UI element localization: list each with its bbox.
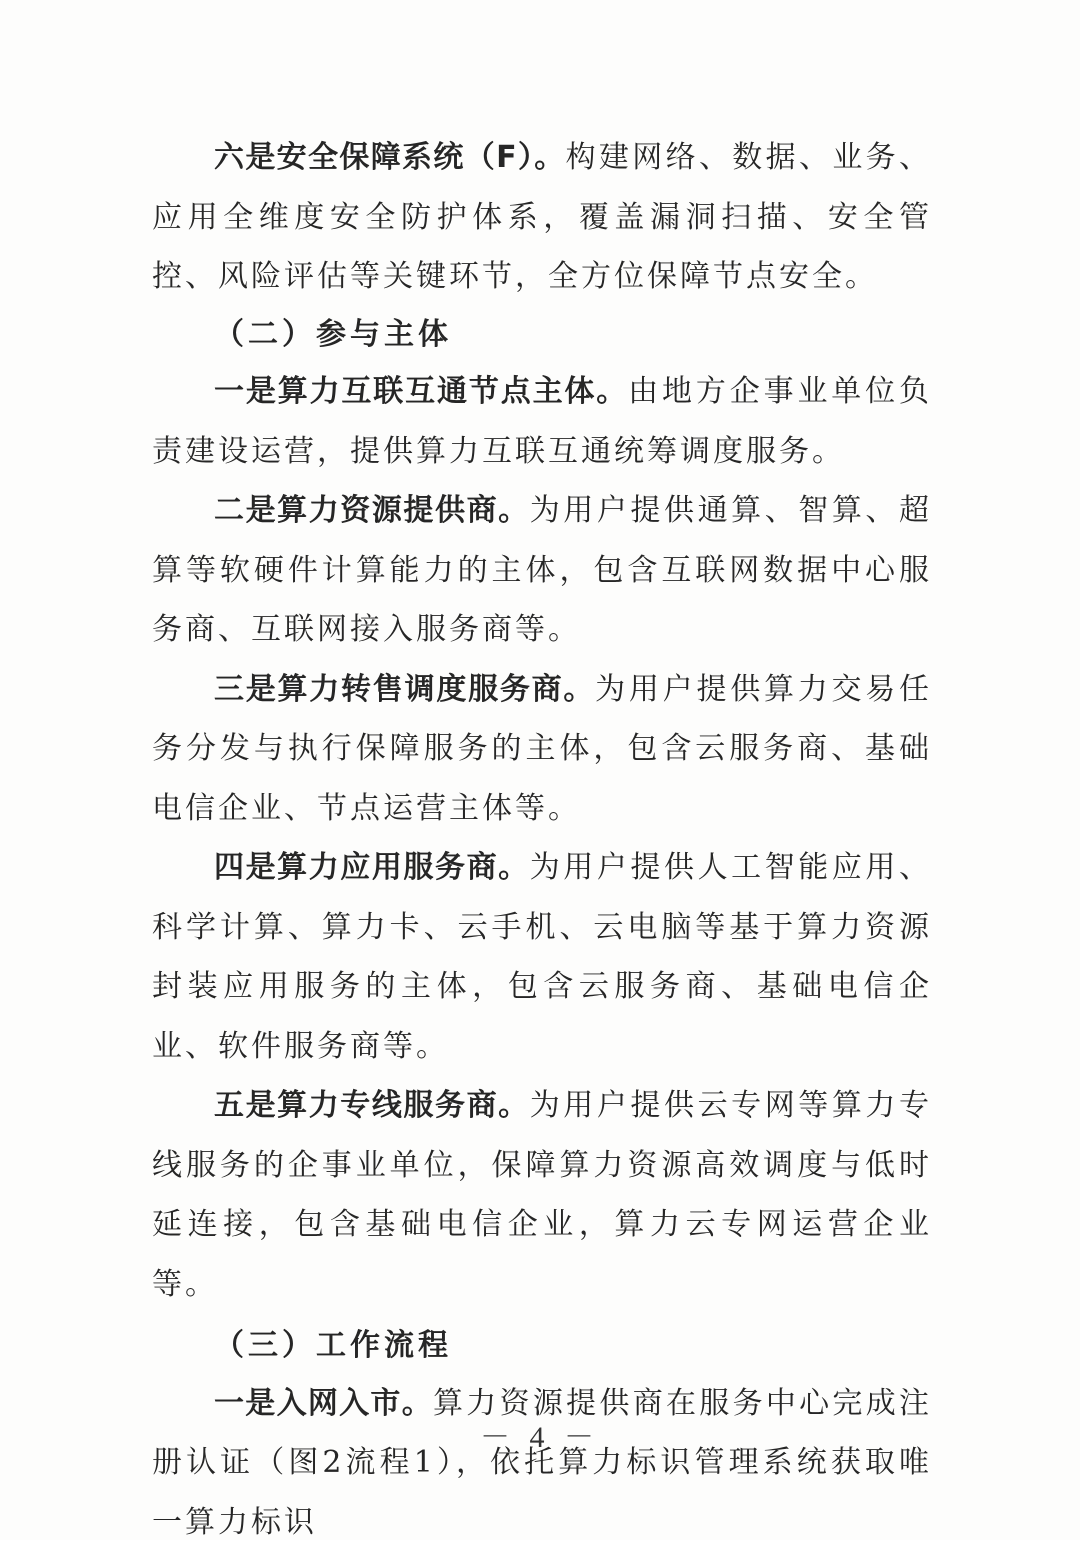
paragraph-application-provider [152, 838, 932, 1076]
paragraph-lead: 一是算力互联互通节点主体。 [214, 374, 628, 409]
document-body [152, 128, 932, 1552]
paragraph-lead: 一是入网入市。 [214, 1386, 433, 1421]
paragraph-lead: 六是安全保障系统（F）。 [214, 140, 566, 175]
paragraph-lead: 四是算力应用服务商。 [214, 850, 530, 885]
paragraph-text: 由地方企事业单位负责建设运营，提供算力互联互通统筹调度服务。 [152, 374, 932, 469]
paragraph-lead: 三是算力转售调度服务商。 [214, 672, 595, 707]
paragraph-text: 算力资源提供商在服务中心完成注册认证（图2流程1），依托算力标识管理系统获取唯一算力标识 [152, 1386, 932, 1540]
section-heading-workflow: （三）工作流程 [152, 1316, 932, 1376]
paragraph-lead: 五是算力专线服务商。 [214, 1088, 530, 1123]
section-heading-participants: （二）参与主体 [152, 305, 932, 365]
paragraph-resource-provider [152, 481, 932, 660]
paragraph-text: 为用户提供通算、智算、超算等软硬件计算能力的主体，包含互联网数据中心服务商、互联网接入服务商等。 [152, 493, 932, 647]
paragraph-node-entity [152, 362, 932, 481]
page-number: － 4 － [0, 1412, 1080, 1456]
paragraph-security-system [152, 128, 932, 307]
paragraph-dedicated-line-provider [152, 1076, 932, 1314]
paragraph-network-entry [152, 1374, 932, 1552]
paragraph-resale-scheduler [152, 660, 932, 839]
paragraph-lead: 二是算力资源提供商。 [214, 493, 530, 528]
paragraph-text: 为用户提供算力交易任务分发与执行保障服务的主体，包含云服务商、基础电信企业、节点运营主体等。 [152, 672, 932, 826]
paragraph-text: 构建网络、数据、业务、应用全维度安全防护体系，覆盖漏洞扫描、安全管控、风险评估等关键环节，全方位保障节点安全。 [152, 140, 932, 294]
paragraph-text: 为用户提供云专网等算力专线服务的企事业单位，保障算力资源高效调度与低时延连接，包含基础电信企业，算力云专网运营企业等。 [152, 1088, 932, 1302]
paragraph-text: 为用户提供人工智能应用、科学计算、算力卡、云手机、云电脑等基于算力资源封装应用服务的主体，包含云服务商、基础电信企业、软件服务商等。 [152, 850, 932, 1064]
